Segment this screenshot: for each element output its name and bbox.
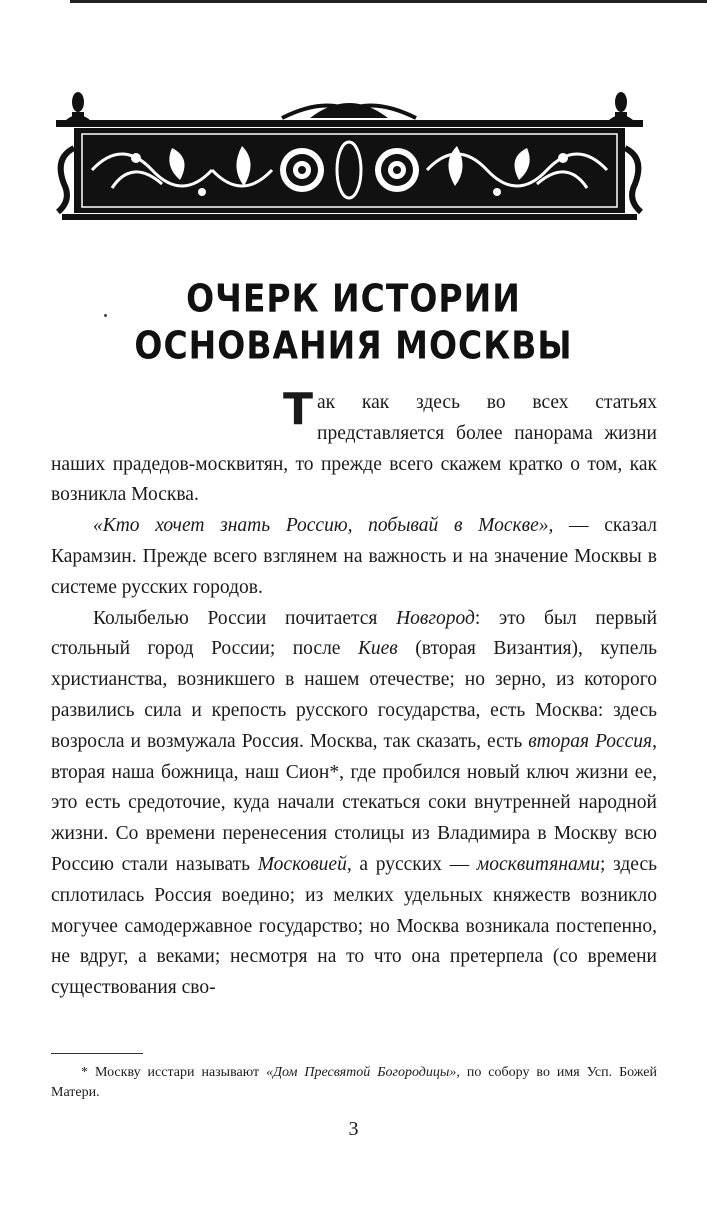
- page-number: 3: [348, 1118, 359, 1140]
- drop-cap: Т: [283, 384, 314, 435]
- footnote-rule: [51, 1053, 143, 1054]
- quote: «Кто хочет знать Россию, побывай в Москве»,: [93, 515, 554, 537]
- title-line-1: ОЧЕРК ИСТОРИИ: [186, 276, 521, 321]
- chapter-title: [0, 275, 707, 369]
- stray-mark: [104, 314, 107, 317]
- left-finial: [66, 92, 90, 120]
- floral-headpiece-icon: [52, 88, 647, 228]
- rosette-icon-right: [375, 148, 419, 192]
- paragraph-3: Колыбелью России почитается Новгород: это был первый стольный город России; после Киев (вторая Византия), купель христианства, возникшего в нашем отечестве; но зерно, из которого развились сила и крепость русского государства, есть Москва: здесь возросла и возмужала Россия. Москва, так сказать, есть вторая Россия, вторая наша божница, наш Сион*, где пробился новый ключ жизни ее, это есть средоточие, куда начали стекаться соки внутренней народной жизни. Со времени перенесения столицы из Владимира в Москву всю Россию стали называть Московией, а русских — москвитянами; здесь сплотилась Россия воедино; из мелких удельных княжеств возникло могучее самодержавное государство; но Москва возникала постепенно, не вдруг, а веками; несмотря на то что она претерпела (со времени существования сво-: [51, 607, 658, 999]
- footnote: * Москву исстари называют «Дом Пресвятой Богородицы», по собору во имя Усп. Божей Матери.: [51, 1065, 657, 1100]
- right-finial: [609, 92, 633, 120]
- title-line-2: ОСНОВАНИЯ МОСКВЫ: [134, 323, 573, 368]
- top-border-line: [70, 0, 707, 3]
- body-text: [51, 384, 658, 1004]
- paragraph-1: Так как здесь во всех статьях представляется более панорама жизни наших прадедов-москвитян, то прежде всего скажем кратко о том, как возникла Москва.: [51, 384, 657, 506]
- paragraph-2: «Кто хочет знать Россию, побывай в Москве», — сказал Карамзин. Прежде всего взглянем на важность и на значение Москвы в системе русских городов.: [51, 515, 658, 598]
- rosette-icon-left: [280, 148, 324, 192]
